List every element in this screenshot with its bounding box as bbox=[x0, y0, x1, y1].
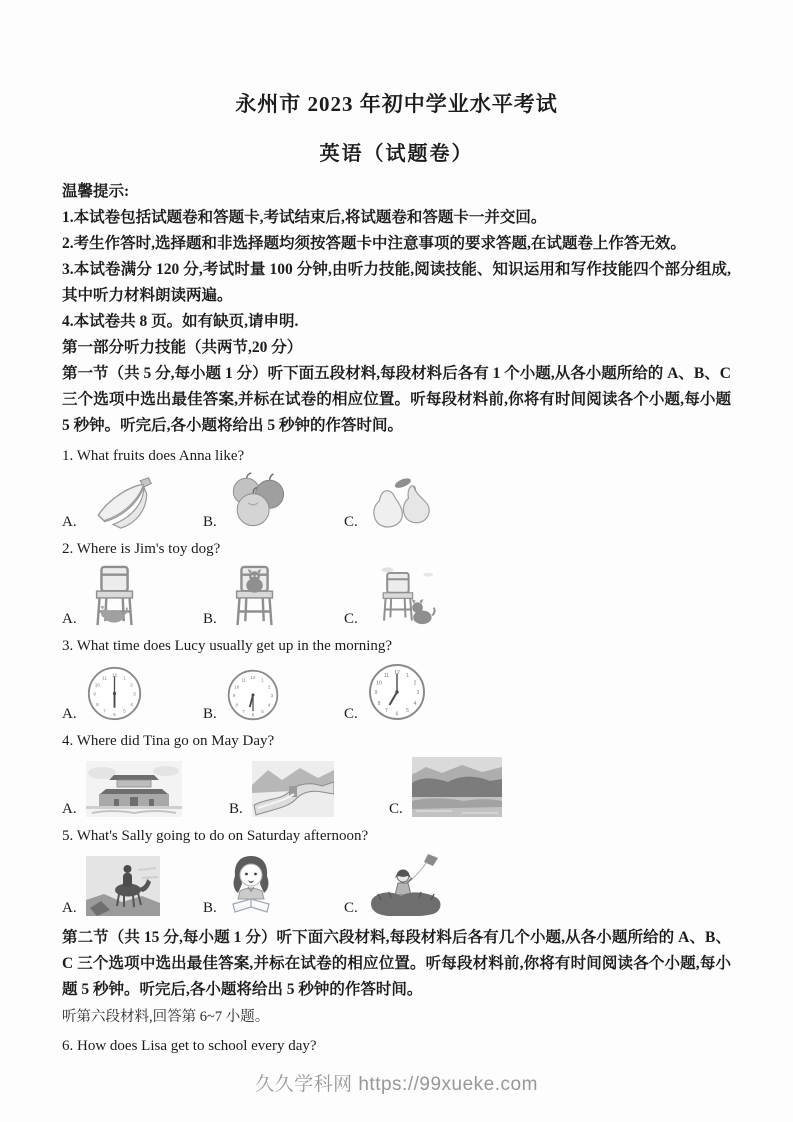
option-b bbox=[203, 854, 344, 916]
great-wall-photo bbox=[252, 761, 334, 817]
notice-line-4: 4.本试卷共 8 页。如有缺页,请申明. bbox=[62, 313, 299, 330]
girl-reading-image bbox=[226, 854, 276, 916]
option-c bbox=[344, 474, 433, 530]
question-5-text: 5. What's Sally going to do on Saturday afternoon? bbox=[62, 828, 369, 844]
option-c bbox=[389, 757, 502, 817]
option-c bbox=[344, 662, 427, 722]
question-3-options bbox=[62, 662, 731, 722]
watermark-footer: 久久学科网 https://99xueke.com bbox=[255, 1074, 538, 1095]
question-4-options bbox=[62, 757, 731, 817]
bananas-image bbox=[86, 476, 158, 530]
question-6-text: 6. How does Lisa get to school every day? bbox=[62, 1038, 317, 1054]
option-b-label: B. bbox=[203, 611, 217, 627]
clock-seven-oclock-image bbox=[367, 662, 427, 722]
option-c-label: C. bbox=[344, 706, 358, 722]
question-2-options bbox=[62, 565, 731, 627]
question-4-text: 4. Where did Tina go on May Day? bbox=[62, 733, 275, 749]
page-title: 永州市 2023 年初中学业水平考试 bbox=[235, 92, 558, 116]
notice-line-1: 1.本试卷包括试题卷和答题卡,考试结束后,将试题卷和答题卡一并交回。 bbox=[62, 209, 547, 226]
option-a bbox=[62, 665, 203, 722]
notice-line-2: 2.考生作答时,选择题和非选择题均须按答题卡中注意事项的要求答题,在试题卷上作答无效。 bbox=[62, 235, 686, 252]
section1-instructions: 第一节（共 5 分,每小题 1 分）听下面五段材料,每段材料后各有 1 个小题,从各小题所给的 A、B、C 三个选项中选出最佳答案,并标在试卷的相应位置。听每段材料前,你将有时间阅读各个小题,每小题 5 秒钟。听完后,各小题将给出 5 秒钟的作答时间。 bbox=[62, 365, 731, 434]
notice-line-3: 3.本试卷满分 120 分,考试时量 100 分钟,由听力技能,阅读技能、知识运用和写作技能四个部分组成,其中听力材料朗读两遍。 bbox=[62, 261, 731, 304]
option-b-label: B. bbox=[203, 706, 217, 722]
dog-on-chair-image bbox=[226, 565, 284, 627]
option-a-label: A. bbox=[62, 611, 77, 627]
question-5-options bbox=[62, 852, 731, 916]
apples-image bbox=[226, 472, 288, 530]
question-2-text: 2. Where is Jim's toy dog? bbox=[62, 541, 221, 557]
clock-six-thirty-image bbox=[226, 668, 280, 722]
question-1-options bbox=[62, 472, 731, 530]
horse-riding-photo bbox=[86, 856, 160, 916]
option-b bbox=[203, 668, 344, 722]
option-a bbox=[62, 761, 229, 817]
option-b bbox=[203, 565, 344, 627]
option-b bbox=[229, 761, 389, 817]
option-a-label: A. bbox=[62, 706, 77, 722]
section2-instructions: 第二节（共 15 分,每小题 1 分）听下面六段材料,每段材料后各有几个小题,从各小题所给的 A、B、C 三个选项中选出最佳答案,并标在试卷的相应位置。听每段材料前,你将有时间阅读各个小题,每小题 5 秒钟。听完后,各小题将给出 5 秒钟的作答时间。 bbox=[62, 929, 731, 998]
lake-scenery-photo bbox=[412, 757, 502, 817]
option-a bbox=[62, 476, 203, 530]
option-c-label: C. bbox=[344, 611, 358, 627]
option-a bbox=[62, 856, 203, 916]
option-b-label: B. bbox=[229, 801, 243, 817]
pears-image bbox=[367, 474, 433, 530]
material-6-note: 听第六段材料,回答第 6~7 小题。 bbox=[62, 1009, 270, 1025]
option-b-label: B. bbox=[203, 514, 217, 530]
question-3-text: 3. What time does Lucy usually get up in the morning? bbox=[62, 638, 393, 654]
part1-heading: 第一部分听力技能（共两节,20 分） bbox=[62, 339, 303, 356]
option-c bbox=[344, 852, 445, 916]
option-c-label: C. bbox=[389, 801, 403, 817]
question-1-text: 1. What fruits does Anna like? bbox=[62, 448, 245, 464]
dog-under-chair-image bbox=[86, 565, 144, 627]
page-subtitle: 英语（试题卷） bbox=[319, 143, 474, 165]
clock-six-oclock-image bbox=[86, 665, 143, 722]
option-c-label: C. bbox=[344, 900, 358, 916]
option-c bbox=[344, 565, 439, 627]
option-a bbox=[62, 565, 203, 627]
option-a-label: A. bbox=[62, 801, 77, 817]
option-b-label: B. bbox=[203, 900, 217, 916]
option-a-label: A. bbox=[62, 900, 77, 916]
dog-beside-chair-image bbox=[367, 565, 439, 627]
option-a-label: A. bbox=[62, 514, 77, 530]
girl-flying-kite-image bbox=[367, 852, 445, 916]
option-b bbox=[203, 472, 344, 530]
tiananmen-photo bbox=[86, 761, 182, 817]
option-c-label: C. bbox=[344, 514, 358, 530]
notice-heading: 温馨提示: bbox=[62, 183, 130, 200]
